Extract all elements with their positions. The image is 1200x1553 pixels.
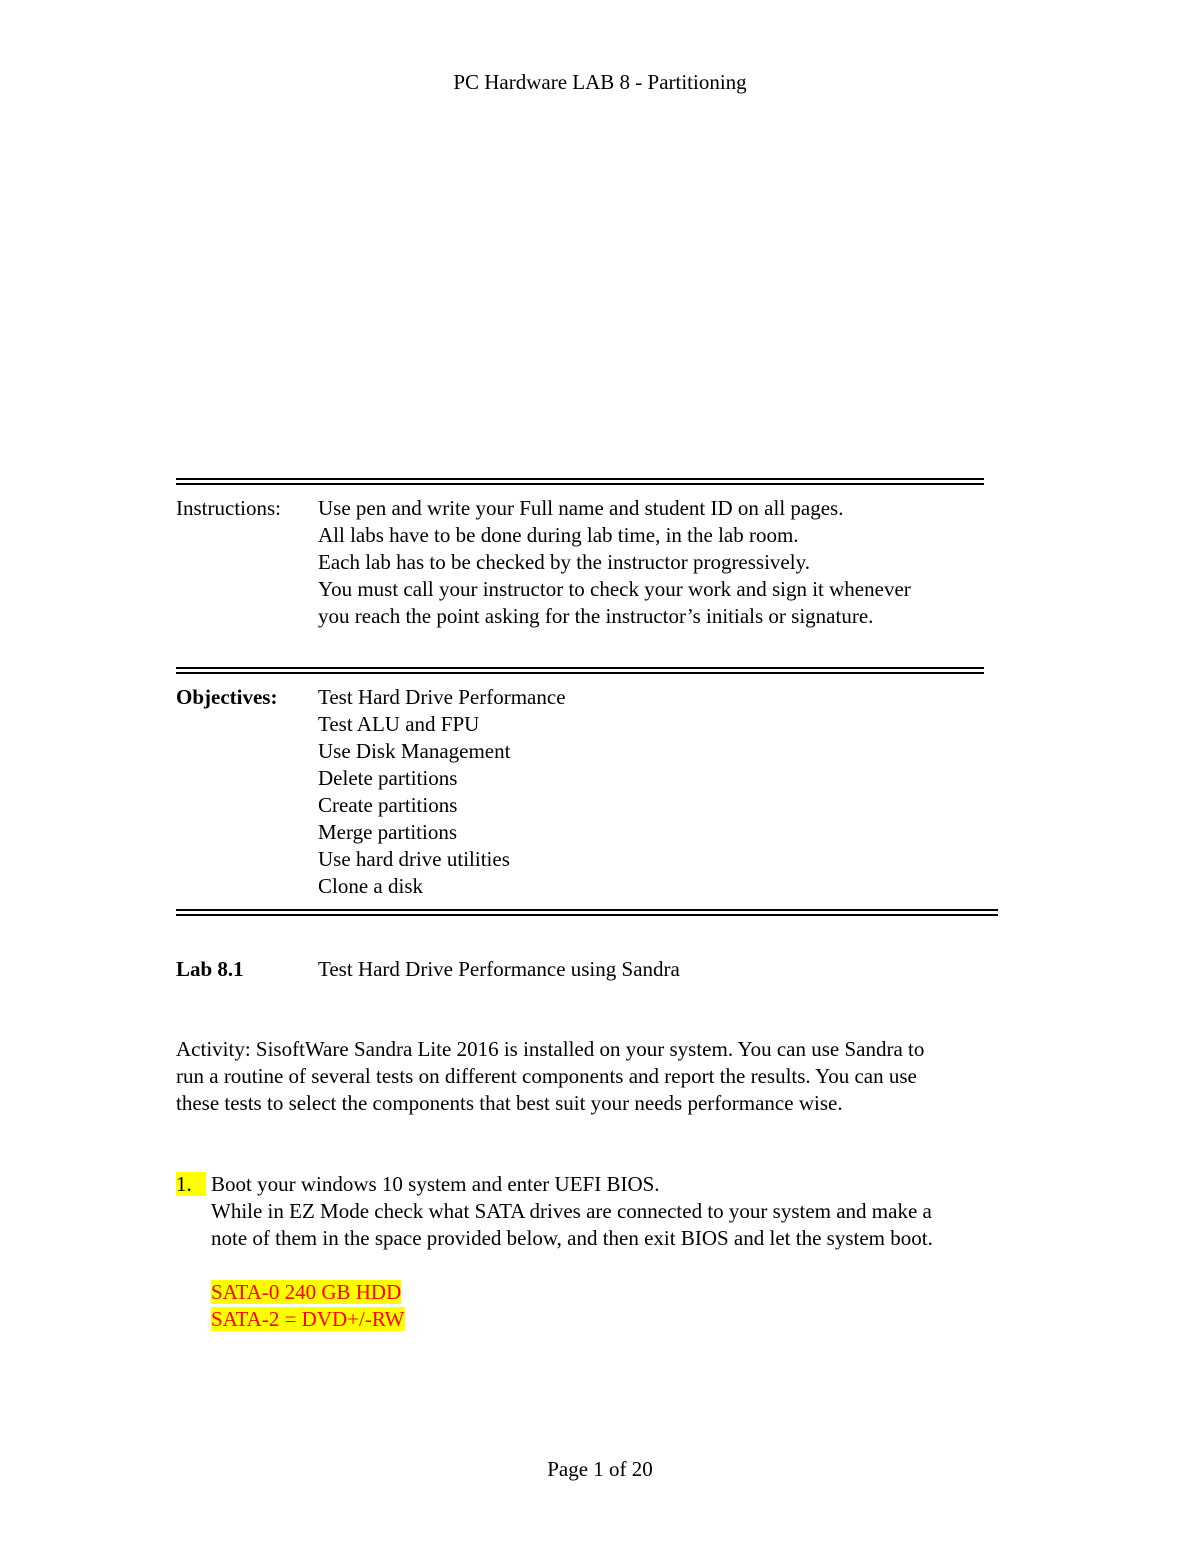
- instructions-line: You must call your instructor to check your work and sign it whenever: [318, 577, 911, 601]
- instructions-line: All labs have to be done during lab time, in the lab room.: [318, 523, 799, 547]
- objectives-list: [318, 684, 566, 900]
- instructions-lines: [318, 495, 911, 630]
- double-rule-top: [176, 478, 984, 485]
- answer-sata-0: SATA-0 240 GB HDD: [211, 1280, 402, 1304]
- double-rule-bottom: [176, 909, 998, 916]
- activity-line: these tests to select the components that best suit your needs performance wise.: [176, 1091, 843, 1115]
- page-footer: Page 1 of 20: [547, 1457, 653, 1481]
- step-line: note of them in the space provided below, and then exit BIOS and let the system boot.: [211, 1226, 933, 1250]
- instructions-line: you reach the point asking for the instructor’s initials or signature.: [318, 604, 874, 628]
- lab-title-wrap: [318, 956, 680, 983]
- answer-sata-2: SATA-2 = DVD+/-RW: [211, 1307, 405, 1331]
- objectives-label: Objectives:: [176, 685, 278, 709]
- objective-item: Merge partitions: [318, 820, 458, 844]
- objective-item: Test Hard Drive Performance: [318, 685, 566, 709]
- answer-line: [211, 1306, 933, 1333]
- step-number-highlight: 1.: [176, 1172, 206, 1196]
- objective-item: Delete partitions: [318, 766, 458, 790]
- objective-item: Clone a disk: [318, 874, 423, 898]
- activity-line: run a routine of several tests on different components and report the results. You can use: [176, 1064, 917, 1088]
- activity-line: Activity: SisoftWare Sandra Lite 2016 is installed on your system. You can use Sandra to: [176, 1037, 925, 1061]
- step-1-text: [211, 1171, 933, 1333]
- objective-item: Create partitions: [318, 793, 458, 817]
- instructions-label: Instructions:: [176, 496, 281, 520]
- blank-line: [211, 1252, 933, 1279]
- activity-paragraph: [176, 1036, 1036, 1117]
- instructions-line: Use pen and write your Full name and student ID on all pages.: [318, 496, 844, 520]
- instructions-line: Each lab has to be checked by the instructor progressively.: [318, 550, 810, 574]
- objective-item: Use Disk Management: [318, 739, 511, 763]
- page-header: PC Hardware LAB 8 - Partitioning: [453, 70, 747, 94]
- answer-line: [211, 1279, 933, 1306]
- lab-title: Test Hard Drive Performance using Sandra: [318, 957, 680, 981]
- lab-number: Lab 8.1: [176, 957, 244, 981]
- double-rule-middle: [176, 667, 984, 674]
- step-line: Boot your windows 10 system and enter UEFI BIOS.: [211, 1172, 660, 1196]
- objective-item: Test ALU and FPU: [318, 712, 480, 736]
- step-number: [176, 1171, 206, 1198]
- objective-item: Use hard drive utilities: [318, 847, 510, 871]
- step-line: While in EZ Mode check what SATA drives are connected to your system and make a: [211, 1199, 932, 1223]
